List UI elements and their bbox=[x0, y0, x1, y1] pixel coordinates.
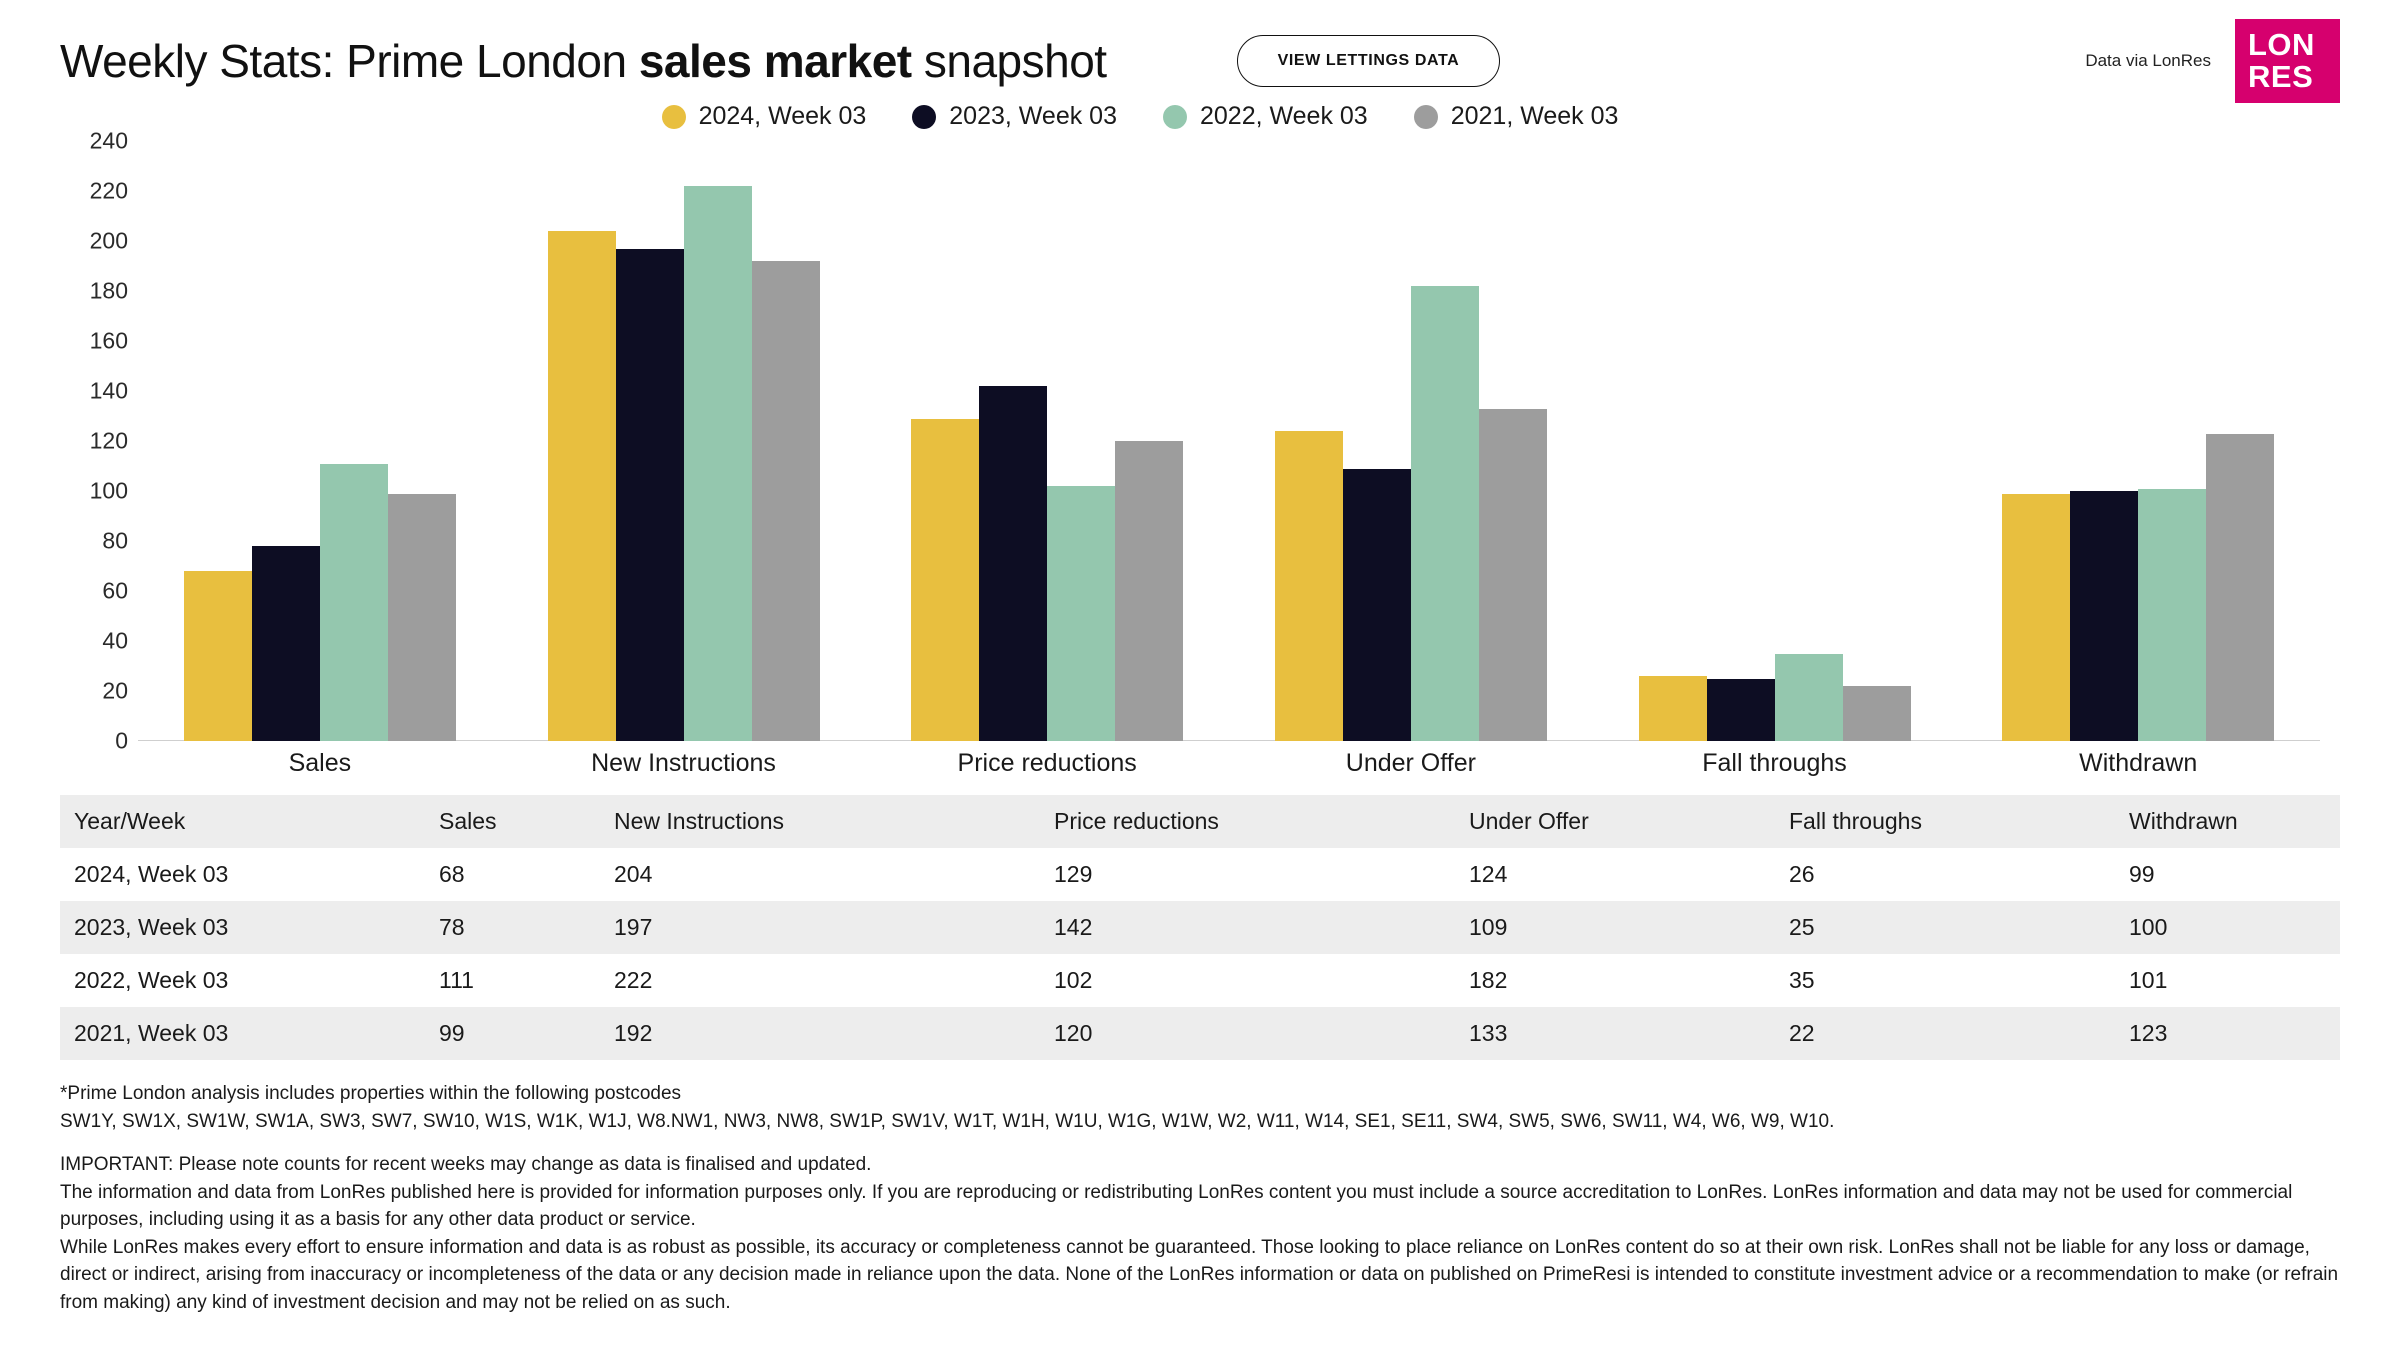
table-column-header: Sales bbox=[425, 795, 600, 848]
y-axis-tick-label: 40 bbox=[102, 627, 128, 654]
x-axis-tick-label: Sales bbox=[288, 749, 352, 777]
table-column-header: New Instructions bbox=[600, 795, 1040, 848]
bar[interactable] bbox=[388, 494, 456, 742]
table-cell: 222 bbox=[614, 967, 653, 993]
bar[interactable] bbox=[1411, 286, 1479, 741]
x-axis-tick-label: Fall throughs bbox=[1702, 749, 1847, 777]
legend-item[interactable] bbox=[662, 102, 867, 131]
footnote-postcodes-intro: *Prime London analysis includes properties within the following postcodes bbox=[60, 1083, 682, 1104]
bar[interactable] bbox=[979, 386, 1047, 741]
y-axis-tick-label: 160 bbox=[89, 327, 128, 354]
table-cell: 204 bbox=[614, 861, 653, 887]
lonres-logo-line1: LON bbox=[2248, 27, 2315, 63]
bar[interactable] bbox=[1275, 431, 1343, 741]
footnote-disclaimer: While LonRes makes every effort to ensure information and data is as robust as possible, its accuracy or completeness cannot be guaranteed. Those looking to place reliance on LonRes content do so at their own risk. LonRes shall not be liable for any loss or damage, direct or indirect, arising from inaccuracy or incompleteness of the data or any decision made in reliance upon the data. None of the LonRes information or data on published on PrimeResi is intended to constitute investment advice or a recommendation to make (or refrain from making) any kind of investment decision and may not be relied on as such. bbox=[60, 1236, 2339, 1313]
page-title bbox=[60, 34, 1107, 88]
lonres-logo bbox=[2235, 19, 2340, 103]
x-axis-tick-label: Price reductions bbox=[957, 749, 1137, 777]
y-axis-tick-label: 200 bbox=[89, 227, 128, 254]
bar[interactable] bbox=[911, 419, 979, 742]
legend-item[interactable] bbox=[1163, 102, 1368, 131]
legend-label: 2024, Week 03 bbox=[698, 102, 867, 130]
table-cell: 192 bbox=[614, 1020, 653, 1046]
table-cell: 129 bbox=[1054, 861, 1093, 887]
y-axis-tick-label: 100 bbox=[89, 477, 128, 504]
bar[interactable] bbox=[548, 231, 616, 741]
legend-swatch-icon bbox=[1414, 105, 1438, 129]
table-cell: 133 bbox=[1469, 1020, 1508, 1046]
bar[interactable] bbox=[684, 186, 752, 741]
table-row bbox=[60, 954, 2340, 1007]
plot-area bbox=[138, 141, 2320, 741]
legend-swatch-icon bbox=[662, 105, 686, 129]
bar[interactable] bbox=[252, 546, 320, 741]
table-cell: 99 bbox=[439, 1020, 465, 1046]
table-cell: 2023, Week 03 bbox=[74, 914, 229, 940]
bar[interactable] bbox=[1775, 654, 1843, 742]
table-column-header: Withdrawn bbox=[2115, 795, 2340, 848]
bar-group bbox=[1956, 141, 2320, 741]
table-cell: 2021, Week 03 bbox=[74, 1020, 229, 1046]
stats-table bbox=[60, 795, 2340, 1060]
table-cell: 182 bbox=[1469, 967, 1508, 993]
legend-item[interactable] bbox=[912, 102, 1117, 131]
table-cell: 100 bbox=[2129, 914, 2168, 940]
table-cell: 2024, Week 03 bbox=[74, 861, 229, 887]
table-column-header: Price reductions bbox=[1040, 795, 1455, 848]
table-cell: 22 bbox=[1789, 1020, 1815, 1046]
bar-chart bbox=[60, 127, 2340, 781]
data-source-label: Data via LonRes bbox=[2085, 51, 2211, 70]
legend-swatch-icon bbox=[1163, 105, 1187, 129]
table-column-header: Under Offer bbox=[1455, 795, 1775, 848]
bar[interactable] bbox=[1479, 409, 1547, 742]
y-axis-tick-label: 60 bbox=[102, 577, 128, 604]
table-column-header: Fall throughs bbox=[1775, 795, 2115, 848]
x-axis-tick-label: Under Offer bbox=[1345, 749, 1476, 777]
bar[interactable] bbox=[184, 571, 252, 741]
legend-label: 2021, Week 03 bbox=[1450, 102, 1619, 130]
legend-swatch-icon bbox=[912, 105, 936, 129]
lonres-logo-line2: RES bbox=[2248, 59, 2314, 94]
table-body bbox=[60, 848, 2340, 1060]
footnote-postcodes-list: SW1Y, SW1X, SW1W, SW1A, SW3, SW7, SW10, W1S, W1K, W1J, W8.NW1, NW3, NW8, SW1P, SW1V, W1T, W1H, W1U, W1G, W1W, W2, W11, W14, SE1, SE11, SW4, SW5, SW6, SW11, W4, W6, W9, W10. bbox=[60, 1110, 1835, 1132]
y-axis-tick-label: 240 bbox=[89, 127, 128, 154]
bar[interactable] bbox=[2002, 494, 2070, 742]
bar[interactable] bbox=[752, 261, 820, 741]
legend-label: 2022, Week 03 bbox=[1200, 102, 1368, 130]
table-cell: 102 bbox=[1054, 967, 1093, 993]
bar[interactable] bbox=[1639, 676, 1707, 741]
y-axis-tick-label: 20 bbox=[102, 677, 128, 704]
legend-label: 2023, Week 03 bbox=[949, 102, 1117, 130]
table-row bbox=[60, 901, 2340, 954]
legend-item[interactable] bbox=[1414, 102, 1619, 131]
footnote-usage: The information and data from LonRes published here is provided for information purposes only. If you are reproducing or redistributing LonRes content you must include a source accreditation to LonRes. LonRes information and data may not be used for commercial purposes, including using it as a basis for any other data product or service. bbox=[60, 1181, 2293, 1231]
y-axis-tick-label: 80 bbox=[102, 527, 128, 554]
y-axis-tick-label: 120 bbox=[89, 427, 128, 454]
x-axis-tick-label: Withdrawn bbox=[2079, 749, 2198, 777]
footnotes bbox=[60, 1080, 2340, 1316]
table-column-header: Year/Week bbox=[60, 795, 425, 848]
bar[interactable] bbox=[1115, 441, 1183, 741]
page-title-part2: snapshot bbox=[911, 35, 1107, 87]
table-cell: 78 bbox=[439, 914, 465, 940]
table-cell: 2022, Week 03 bbox=[74, 967, 229, 993]
table-cell: 123 bbox=[2129, 1020, 2168, 1046]
y-axis-tick-label: 140 bbox=[89, 377, 128, 404]
table-cell: 197 bbox=[614, 914, 653, 940]
table-cell: 142 bbox=[1054, 914, 1093, 940]
bar[interactable] bbox=[320, 464, 388, 742]
table-cell: 111 bbox=[439, 967, 474, 993]
bar-group bbox=[1229, 141, 1593, 741]
table-cell: 101 bbox=[2129, 967, 2168, 993]
table-cell: 109 bbox=[1469, 914, 1508, 940]
footnote-important: IMPORTANT: Please note counts for recent weeks may change as data is finalised and updated. bbox=[60, 1154, 872, 1176]
bar-group bbox=[502, 141, 866, 741]
table-cell: 124 bbox=[1469, 861, 1508, 887]
bar[interactable] bbox=[2206, 434, 2274, 742]
y-axis-tick-label: 220 bbox=[89, 177, 128, 204]
bar[interactable] bbox=[2070, 491, 2138, 741]
x-axis bbox=[138, 749, 2320, 778]
page-title-part1: Weekly Stats: Prime London bbox=[60, 35, 639, 87]
view-lettings-data-button[interactable]: VIEW LETTINGS DATA bbox=[1237, 35, 1501, 87]
table-cell: 99 bbox=[2129, 861, 2155, 887]
table-cell: 25 bbox=[1789, 914, 1815, 940]
table-row bbox=[60, 848, 2340, 901]
bar[interactable] bbox=[1707, 679, 1775, 742]
x-axis-tick-label: New Instructions bbox=[591, 749, 776, 777]
page-header bbox=[60, 0, 2340, 100]
bar[interactable] bbox=[1047, 486, 1115, 741]
page-title-emphasis: sales market bbox=[638, 35, 912, 87]
bar[interactable] bbox=[1843, 686, 1911, 741]
table-cell: 68 bbox=[439, 861, 465, 887]
y-axis-tick-label: 0 bbox=[115, 727, 128, 754]
table-cell: 35 bbox=[1789, 967, 1815, 993]
table-cell: 26 bbox=[1789, 861, 1815, 887]
bar[interactable] bbox=[616, 249, 684, 742]
y-axis bbox=[60, 127, 138, 754]
chart-legend bbox=[60, 102, 2340, 131]
bar-group bbox=[1593, 141, 1957, 741]
bar-group bbox=[865, 141, 1229, 741]
bar[interactable] bbox=[1343, 469, 1411, 742]
bar-group bbox=[138, 141, 502, 741]
y-axis-tick-label: 180 bbox=[89, 277, 128, 304]
table-row bbox=[60, 1007, 2340, 1060]
bar[interactable] bbox=[2138, 489, 2206, 742]
table-cell: 120 bbox=[1054, 1020, 1093, 1046]
table-header-row bbox=[60, 795, 2340, 848]
